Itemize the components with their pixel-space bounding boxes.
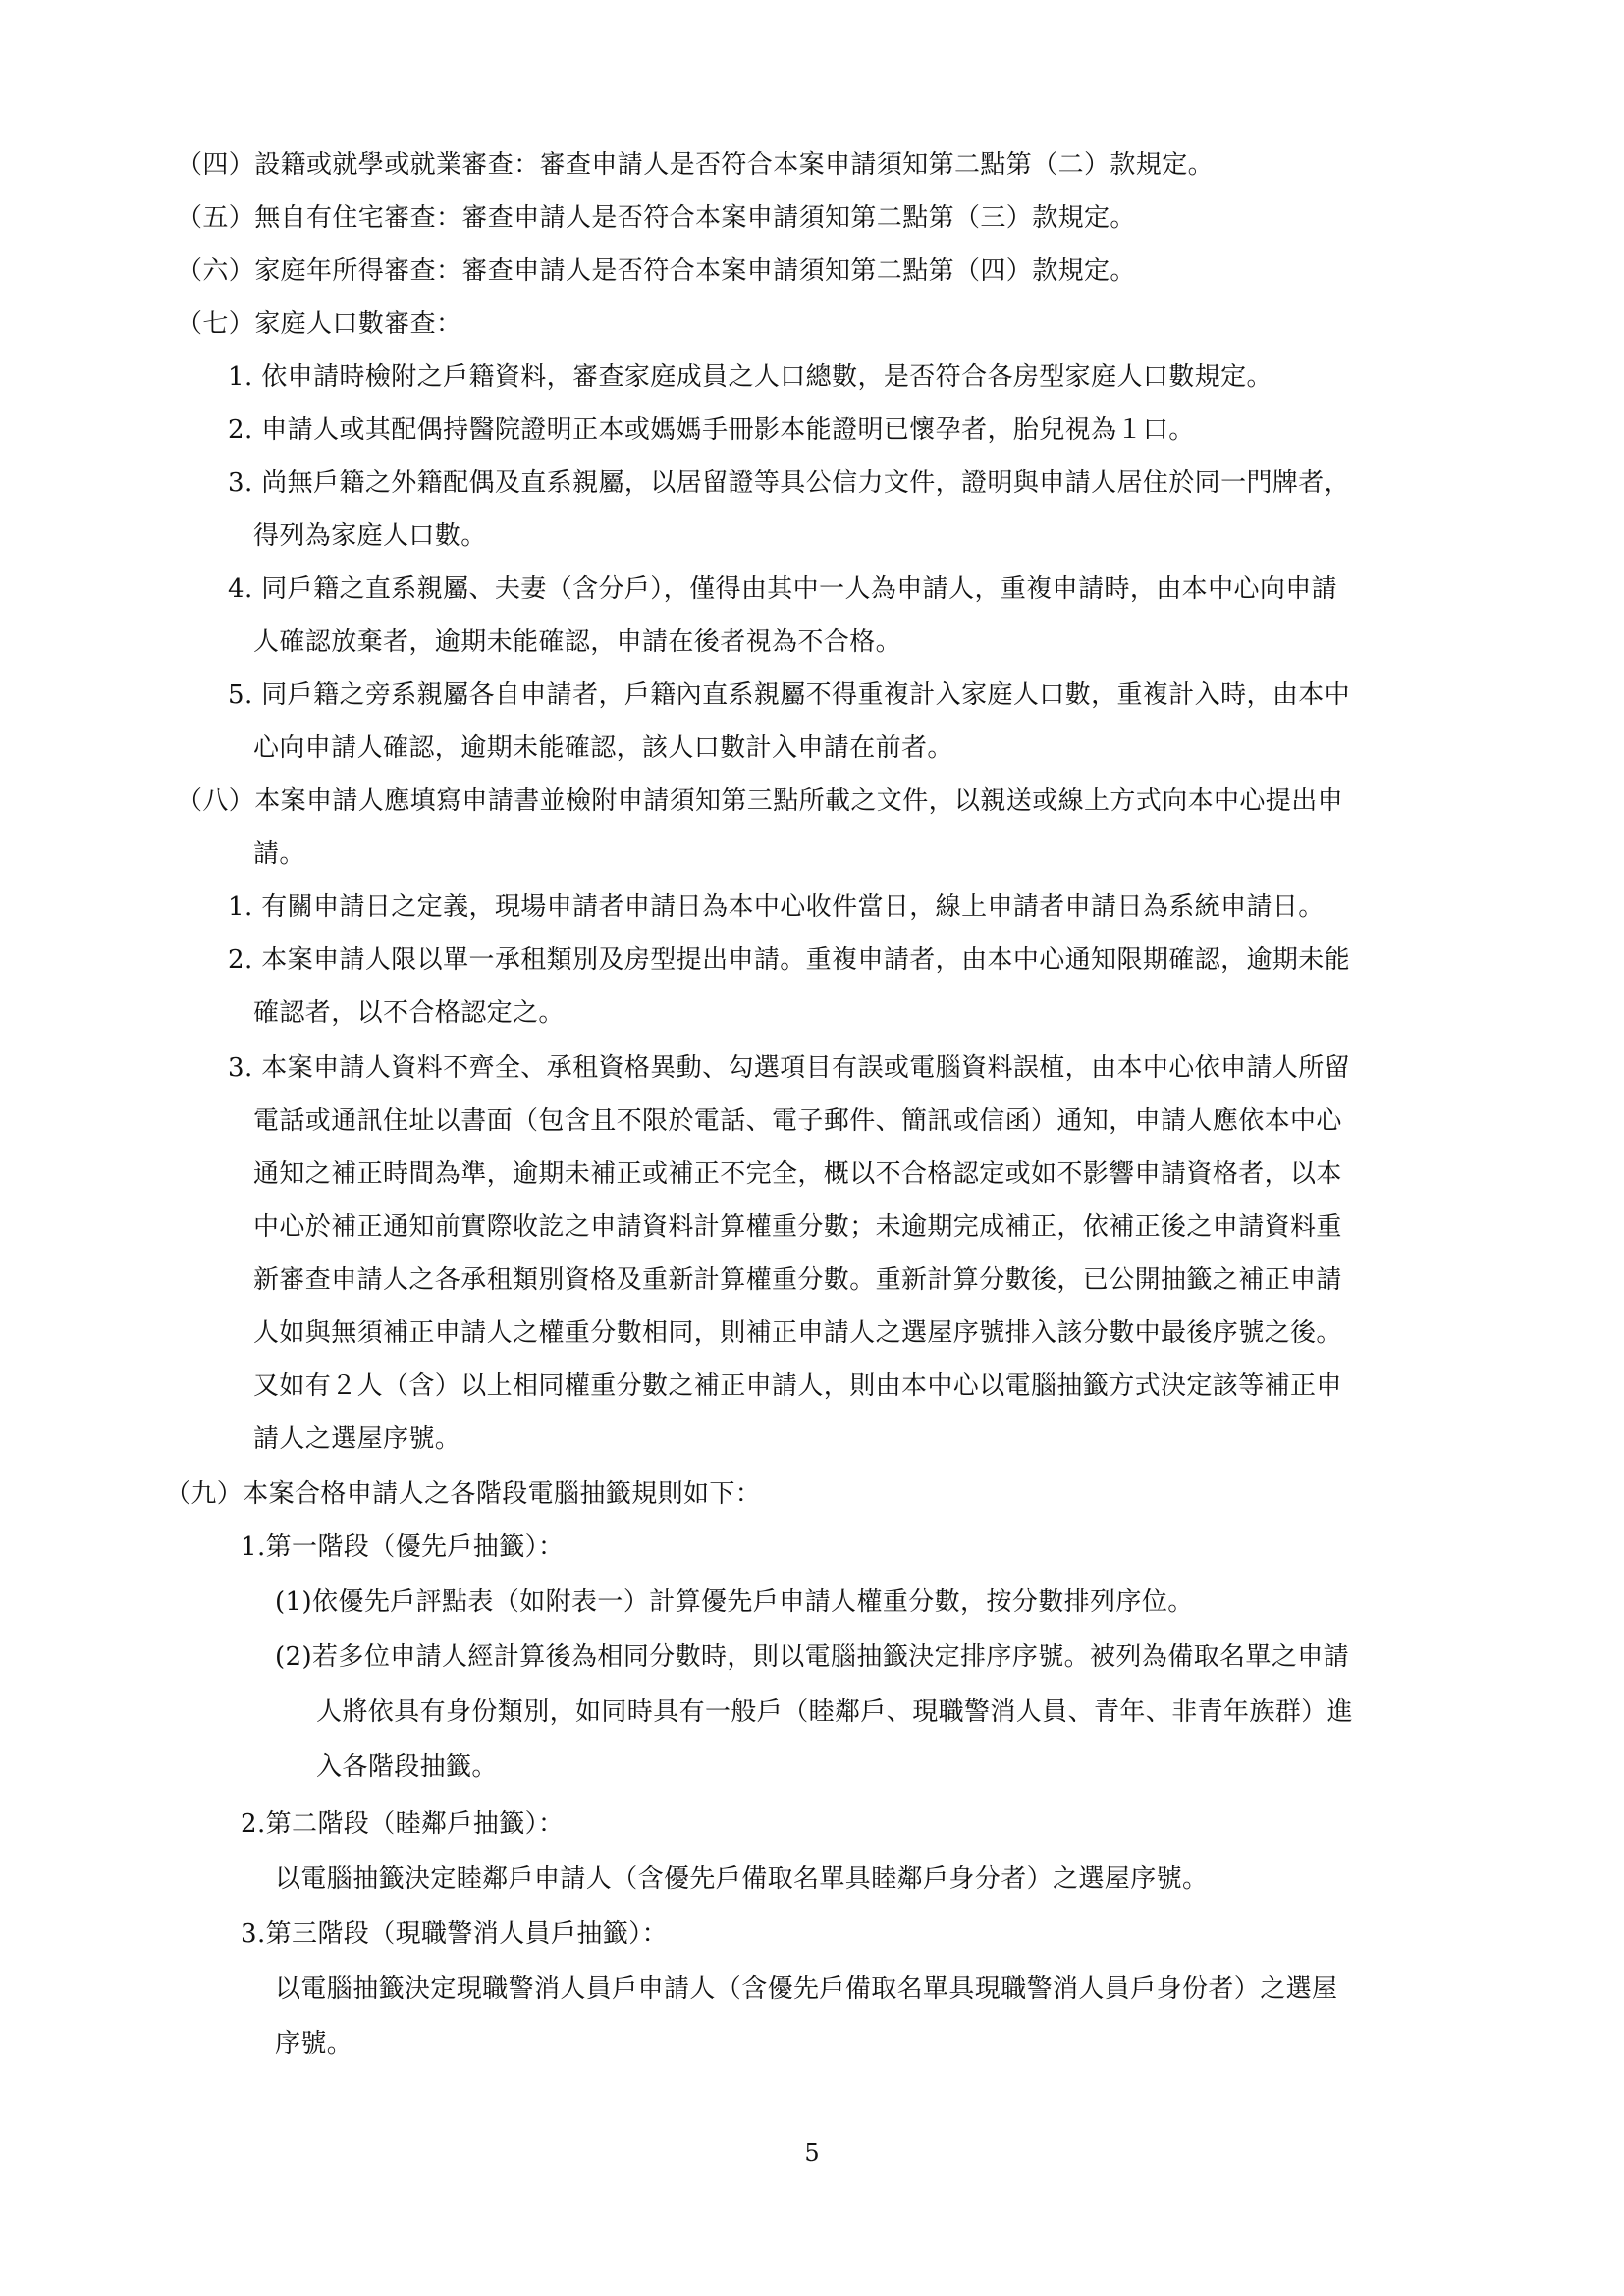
item-9-1-2: (2)若多位申請人經計算後為相同分數時，則以電腦抽籤決定排序序號。被列為備取名單之申請: [275, 1642, 1350, 1672]
section-8: （八）本案申請人應填寫申請書並檢附申請須知第三點所載之文件，以親送或線上方式向本中心提出申: [177, 786, 1344, 816]
section-6: （六）家庭年所得審查：審查申請人是否符合本案申請須知第二點第（四）款規定。: [177, 256, 1136, 286]
item-7-5: 5. 同戶籍之旁系親屬各自申請者，戶籍內直系親屬不得重複計入家庭人口數，重複計入時，由本中: [228, 680, 1351, 710]
item-9-3-text-cont: 序號。: [275, 2029, 353, 2058]
section-4: （四）設籍或就學或就業審查：審查申請人是否符合本案申請須知第二點第（二）款規定。: [177, 150, 1215, 180]
item-9-1-1: (1)依優先戶評點表（如附表一）計算優先戶申請人權重分數，按分數排列序位。: [275, 1587, 1194, 1617]
item-8-3: 3. 本案申請人資料不齊全、承租資格異動、勾選項目有誤或電腦資料誤植，由本中心依申請人所留: [228, 1053, 1351, 1083]
section-9-heading: （九）本案合格申請人之各階段電腦抽籤規則如下：: [165, 1479, 762, 1509]
page-number: 5: [804, 2139, 820, 2166]
item-8-2: 2. 本案申請人限以單一承租類別及房型提出申請。重複申請者，由本中心通知限期確認，逾期未能: [228, 945, 1351, 975]
item-7-3-cont: 得列為家庭人口數。: [253, 521, 487, 551]
item-8-1: 1. 有關申請日之定義，現場申請者申請日為本中心收件當日，線上申請者申請日為系統申請日。: [228, 892, 1325, 922]
item-9-3-text: 以電腦抽籤決定現職警消人員戶申請人（含優先戶備取名單具現職警消人員戶身份者）之選屋: [275, 1974, 1338, 2003]
item-7-5-cont: 心向申請人確認，逾期未能確認，該人口數計入申請在前者。: [253, 733, 953, 763]
item-9-1-2-cont: 人將依具有身份類別，如同時具有一般戶（睦鄰戶、現職警消人員、青年、非青年族群）進: [316, 1697, 1354, 1727]
item-7-4: 4. 同戶籍之直系親屬、夫妻（含分戶），僅得由其中一人為申請人，重複申請時，由本中心向申請: [228, 574, 1338, 604]
item-7-3: 3. 尚無戶籍之外籍配偶及直系親屬，以居留證等具公信力文件，證明與申請人居住於同一門牌者，: [228, 468, 1351, 498]
section-7-heading: （七）家庭人口數審查：: [177, 309, 462, 339]
item-8-3-cont: 通知之補正時間為準，逾期未補正或補正不完全，概以不合格認定或如不影響申請資格者，以本: [253, 1159, 1342, 1189]
item-9-2: 2.第二階段（睦鄰戶抽籤）：: [241, 1809, 565, 1839]
item-8-3-cont: 電話或通訊住址以書面（包含且不限於電話、電子郵件、簡訊或信函）通知，申請人應依本中心: [253, 1106, 1342, 1136]
item-7-1: 1. 依申請時檢附之戶籍資料，審查家庭成員之人口總數，是否符合各房型家庭人口數規定。: [228, 362, 1272, 392]
item-8-3-cont: 新審查申請人之各承租類別資格及重新計算權重分數。重新計算分數後，已公開抽籤之補正申請: [253, 1265, 1342, 1295]
item-8-3-cont: 請人之選屋序號。: [253, 1424, 461, 1454]
item-9-2-text: 以電腦抽籤決定睦鄰戶申請人（含優先戶備取名單具睦鄰戶身分者）之選屋序號。: [275, 1864, 1209, 1894]
item-9-3: 3.第三階段（現職警消人員戶抽籤）：: [241, 1919, 669, 1949]
item-9-1-2-cont: 入各階段抽籤。: [316, 1752, 498, 1782]
item-8-2-cont: 確認者，以不合格認定之。: [253, 998, 565, 1028]
item-8-3-cont: 人如與無須補正申請人之權重分數相同，則補正申請人之選屋序號排入該分數中最後序號之後。: [253, 1318, 1342, 1348]
item-8-3-cont: 又如有２人（含）以上相同權重分數之補正申請人，則由本中心以電腦抽籤方式決定該等補正申: [253, 1371, 1342, 1401]
item-7-2: 2. 申請人或其配偶持醫院證明正本或媽媽手冊影本能證明已懷孕者，胎兒視為１口。: [228, 415, 1195, 445]
item-7-4-cont: 人確認放棄者，逾期未能確認，申請在後者視為不合格。: [253, 627, 902, 657]
item-8-3-cont: 中心於補正通知前實際收訖之申請資料計算權重分數；未逾期完成補正，依補正後之申請資料重: [253, 1212, 1342, 1242]
section-8-cont: 請。: [253, 839, 305, 869]
item-9-1: 1.第一階段（優先戶抽籤）：: [241, 1532, 565, 1562]
section-5: （五）無自有住宅審查：審查申請人是否符合本案申請須知第二點第（三）款規定。: [177, 203, 1136, 233]
